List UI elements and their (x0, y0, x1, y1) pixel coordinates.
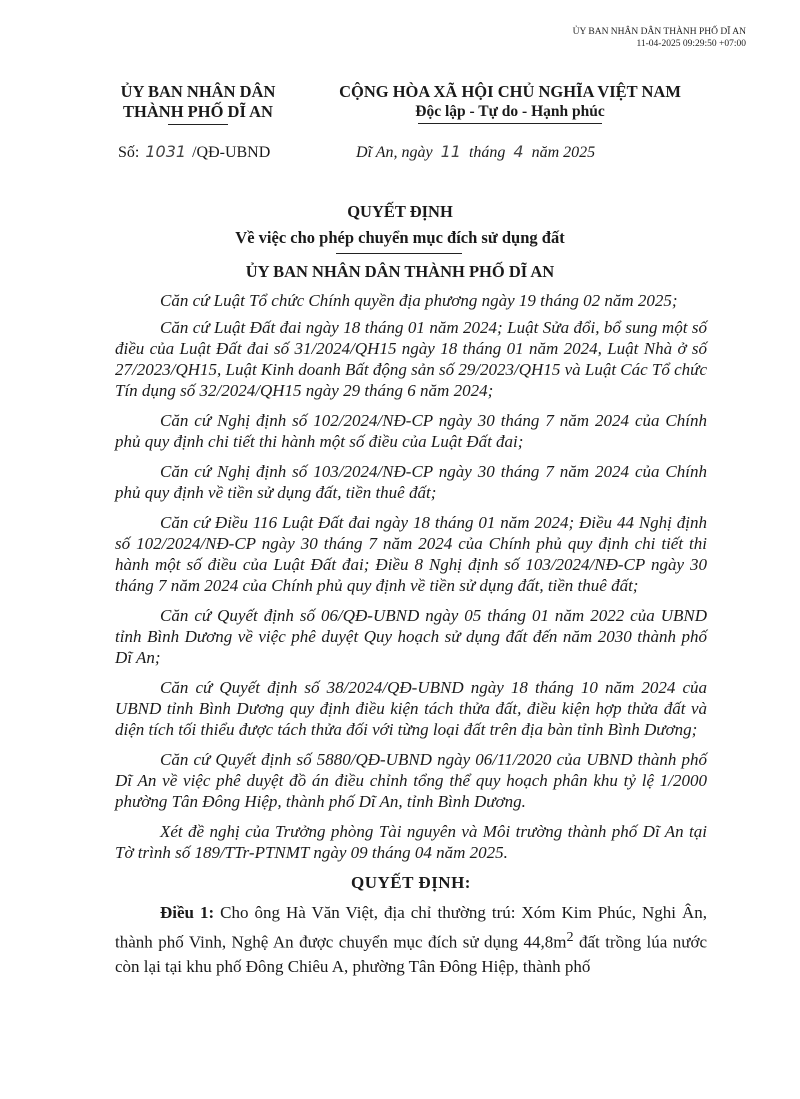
org-line-1: ỦY BAN NHÂN DÂN (120, 82, 276, 101)
country-name: CỘNG HÒA XÃ HỘI CHỦ NGHĨA VIỆT NAM (339, 82, 681, 101)
area-unit-superscript: 2 (566, 929, 574, 945)
article-1-text: Cho ông Hà Văn Việt, địa chỉ thường trú: Xóm Kim Phúc, Nghi Ân, thành phố Vinh, Nghệ An được chuyển mục đích sử dụng 44,8m (115, 903, 707, 952)
article-1 (115, 901, 707, 979)
doc-number-suffix: /QĐ-UBND (192, 144, 271, 161)
org-line-2: THÀNH PHỐ DĨ AN (123, 102, 273, 121)
date-day-handwritten: 11 (440, 142, 461, 161)
preamble-clause: Căn cứ Nghị định số 103/2024/NĐ-CP ngày 30 tháng 7 năm 2024 của Chính phủ quy định về tiền sử dụng đất, tiền thuê đất; (115, 462, 707, 502)
preamble-clause: Căn cứ Điều 116 Luật Đất đai ngày 18 tháng 01 năm 2024; Điều 44 Nghị định số 102/2024/NĐ-CP ngày 30 tháng 7 năm 2024 của Chính phủ quy định chi tiết thi hành một số điều của Luật Đất đai; Điều 8 Nghị định số 103/2024/NĐ-CP ngày 30 tháng 7 năm 2024 của Chính phủ quy định về tiền sử dụng đất, tiền thuê đất; (115, 513, 707, 595)
article-1-label: Điều 1: (160, 903, 215, 922)
doc-number-handwritten: 1031 (145, 142, 187, 161)
preamble-clause: Căn cứ Luật Tổ chức Chính quyền địa phương ngày 19 tháng 02 năm 2025; (160, 291, 678, 310)
doc-number-prefix: Số: (118, 144, 140, 161)
stamp-timestamp: 11-04-2025 09:29:50 +07:00 (636, 39, 746, 49)
date-month-handwritten: 4 (513, 142, 524, 161)
decision-title: QUYẾT ĐỊNH (347, 202, 453, 221)
article-1-text-cont: đất trồng lúa nước còn lại tại khu phố Đông Chiêu A, phường Tân Đông Hiệp, thành phố (115, 932, 708, 976)
decision-subject: Về việc cho phép chuyển mục đích sử dụng đất (235, 228, 565, 247)
decision-heading: QUYẾT ĐỊNH: (351, 873, 471, 892)
digital-signature-stamp (536, 26, 746, 50)
issue-date-line (356, 142, 595, 162)
motto-underline (418, 123, 602, 124)
preamble-clause: Căn cứ Luật Đất đai ngày 18 tháng 01 năm 2024; Luật Sửa đổi, bổ sung một số điều của Luật Đất đai số 31/2024/QH15 ngày 18 tháng 01 năm 2024, Luật Nhà ở số 27/2023/QH15, Luật Kinh doanh Bất động sản số 29/2023/QH15 và Luật Các Tổ chức Tín dụng số 32/2024/QH15 ngày 29 tháng 6 năm 2024; (115, 318, 708, 400)
date-month-word: tháng (468, 144, 506, 161)
subject-underline (336, 253, 462, 254)
document-body (115, 290, 707, 988)
preamble-clause: Căn cứ Quyết định số 5880/QĐ-UBND ngày 06/11/2020 của UBND thành phố Dĩ An về việc phê duyệt đồ án điều chỉnh tổng thể quy hoạch phân khu tỷ lệ 1/2000 phường Tân Đông Hiệp, thành phố Dĩ An, tỉnh Bình Dương. (115, 750, 707, 811)
issuer-title: ỦY BAN NHÂN DÂN THÀNH PHỐ DĨ AN (245, 262, 555, 281)
preamble-clause: Căn cứ Nghị định số 102/2024/NĐ-CP ngày 30 tháng 7 năm 2024 của Chính phủ quy định chi tiết thi hành một số điều của Luật Đất đai; (115, 411, 707, 451)
date-year: năm 2025 (531, 144, 596, 161)
document-number (118, 142, 270, 162)
stamp-authority: ỦY BAN NHÂN DÂN THÀNH PHỐ DĨ AN (572, 27, 746, 37)
date-place: Dĩ An, ngày (356, 144, 433, 161)
preamble-clause: Căn cứ Quyết định số 38/2024/QĐ-UBND ngày 18 tháng 10 năm 2024 của UBND tỉnh Bình Dương quy định điều kiện tách thửa đất, điều kiện hợp thửa đất và diện tích tối thiểu được tách thửa đối với từng loại đất trên địa bàn tỉnh Bình Dương; (115, 678, 707, 739)
org-underline (168, 124, 228, 125)
national-header (310, 82, 710, 124)
preamble-clause: Căn cứ Quyết định số 06/QĐ-UBND ngày 05 tháng 01 năm 2022 của UBND tỉnh Bình Dương về việc phê duyệt Quy hoạch sử dụng đất đến năm 2030 thành phố Dĩ An; (115, 606, 707, 667)
national-motto: Độc lập - Tự do - Hạnh phúc (415, 103, 605, 120)
preamble-clause: Xét đề nghị của Trưởng phòng Tài nguyên và Môi trường thành phố Dĩ An tại Tờ trình số 189/TTr-PTNMT ngày 09 tháng 04 năm 2025. (115, 822, 707, 862)
issuing-authority-header (98, 82, 298, 125)
